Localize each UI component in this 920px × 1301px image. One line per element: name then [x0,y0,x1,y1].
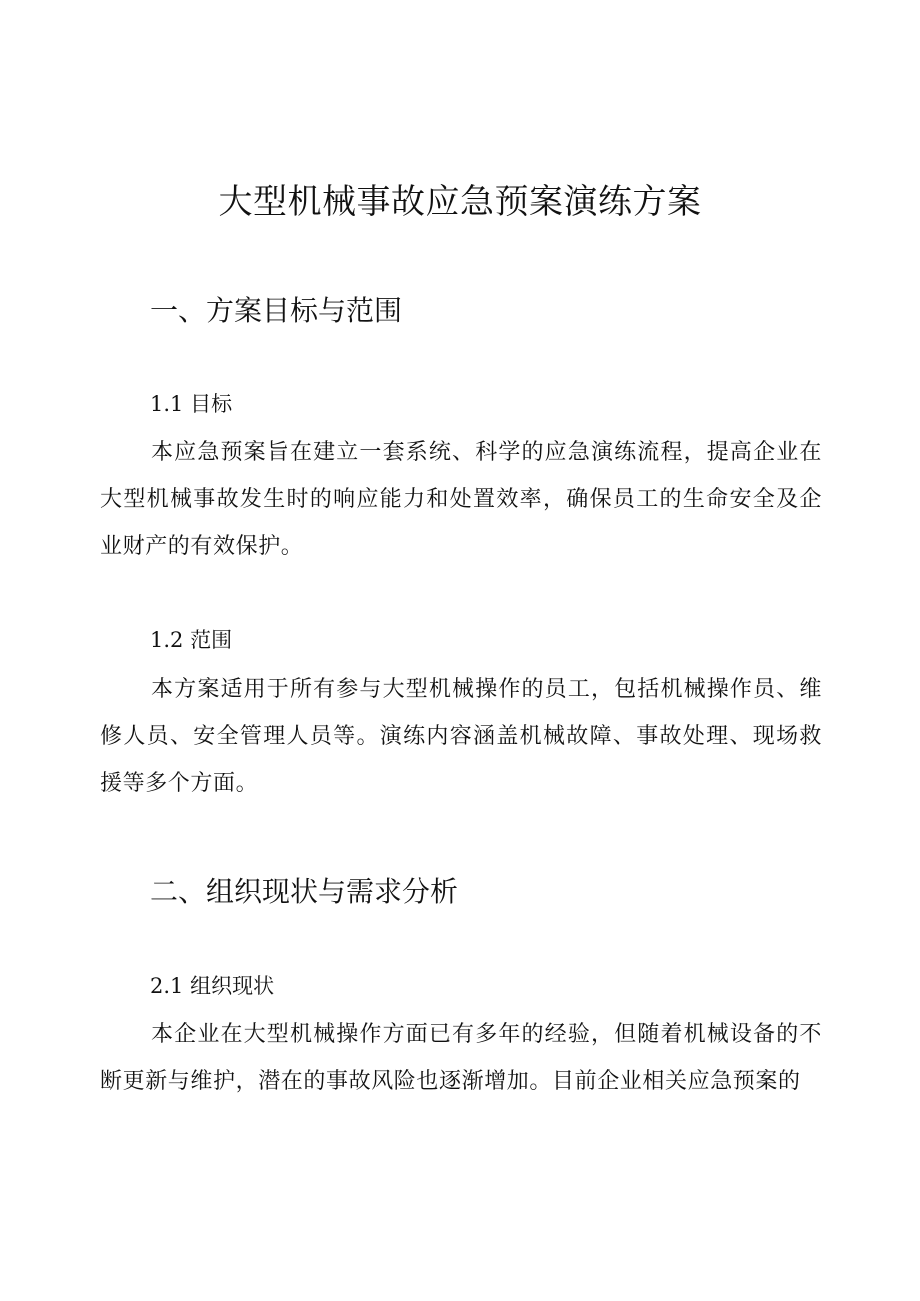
subsection-heading-1-1: 1.1 目标 [150,392,233,416]
paragraph-2-1: 本企业在大型机械操作方面已有多年的经验，但随着机械设备的不断更新与维护，潜在的事故风险也逐渐增加。目前企业相关应急预案的 [100,1022,822,1094]
section-heading-1: 一、方案目标与范围 [150,294,403,327]
document-title: 大型机械事故应急预案演练方案 [218,182,702,222]
subsection-heading-1-2: 1.2 范围 [150,628,233,652]
section-heading-2: 二、组织现状与需求分析 [150,875,459,908]
paragraph-1-1: 本应急预案旨在建立一套系统、科学的应急演练流程，提高企业在大型机械事故发生时的响应能力和处置效率，确保员工的生命安全及企业财产的有效保护。 [100,440,822,559]
subsection-heading-2-1: 2.1 组织现状 [150,974,275,998]
paragraph-1-2: 本方案适用于所有参与大型机械操作的员工，包括机械操作员、维修人员、安全管理人员等。演练内容涵盖机械故障、事故处理、现场救援等多个方面。 [100,677,822,796]
